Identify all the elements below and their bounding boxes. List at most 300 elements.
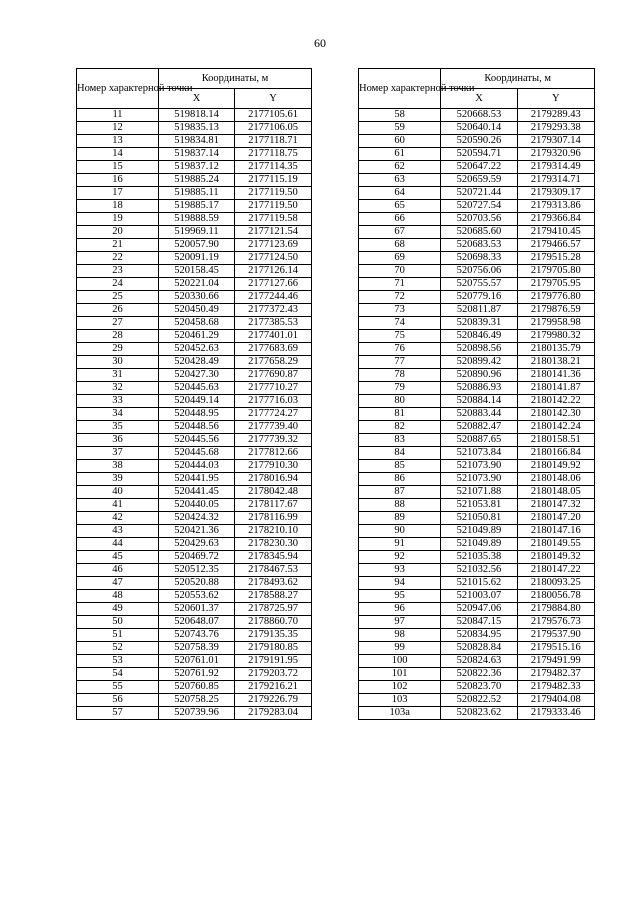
y-coordinate-cell: 2177106.05: [235, 122, 312, 135]
y-coordinate-cell: 2179366.84: [517, 213, 594, 226]
point-number-cell: 103: [359, 694, 441, 707]
table-row: [77, 174, 312, 187]
y-coordinate-cell: 2179515.28: [517, 252, 594, 265]
y-coordinate-cell: 2177683.69: [235, 343, 312, 356]
x-coordinate-cell: 520703.56: [441, 213, 517, 226]
point-number-cell: 92: [359, 551, 441, 564]
point-number-cell: 95: [359, 590, 441, 603]
table-row: [359, 577, 595, 590]
x-coordinate-cell: 520884.14: [441, 395, 517, 408]
table-row: [77, 291, 312, 304]
y-coordinate-cell: 2180141.36: [517, 369, 594, 382]
y-coordinate-cell: 2179410.45: [517, 226, 594, 239]
table-row: [359, 330, 595, 343]
point-number-cell: 85: [359, 460, 441, 473]
x-coordinate-cell: 520458.68: [159, 317, 235, 330]
x-coordinate-cell: 520648.07: [159, 616, 235, 629]
point-number-cell: 35: [77, 421, 159, 434]
x-coordinate-cell: 520553.62: [159, 590, 235, 603]
y-coordinate-cell: 2180142.30: [517, 408, 594, 421]
y-coordinate-cell: 2179309.17: [517, 187, 594, 200]
y-coordinate-cell: 2179776.80: [517, 291, 594, 304]
table-row: [359, 265, 595, 278]
point-number-cell: 19: [77, 213, 159, 226]
y-coordinate-cell: 2177716.03: [235, 395, 312, 408]
x-coordinate-cell: 520445.56: [159, 434, 235, 447]
table-row: [359, 499, 595, 512]
x-coordinate-cell: 520839.31: [441, 317, 517, 330]
y-coordinate-cell: 2177105.61: [235, 109, 312, 122]
table-row: [77, 317, 312, 330]
x-coordinate-cell: 519834.81: [159, 135, 235, 148]
table-row: [359, 512, 595, 525]
table-row: [359, 421, 595, 434]
x-coordinate-cell: 521073.90: [441, 460, 517, 473]
x-coordinate-cell: 520449.14: [159, 395, 235, 408]
point-number-cell: 53: [77, 655, 159, 668]
point-number-cell: 50: [77, 616, 159, 629]
table-row: [77, 551, 312, 564]
x-coordinate-cell: 520947.06: [441, 603, 517, 616]
table-row: [359, 356, 595, 369]
point-number-cell: 55: [77, 681, 159, 694]
y-coordinate-cell: 2180149.92: [517, 460, 594, 473]
y-coordinate-cell: 2177115.19: [235, 174, 312, 187]
point-number-cell: 54: [77, 668, 159, 681]
y-coordinate-cell: 2178117.67: [235, 499, 312, 512]
x-coordinate-cell: 520668.53: [441, 109, 517, 122]
x-coordinate-cell: 520883.44: [441, 408, 517, 421]
y-coordinate-cell: 2179314.71: [517, 174, 594, 187]
point-number-cell: 48: [77, 590, 159, 603]
y-coordinate-cell: 2178860.70: [235, 616, 312, 629]
table-row: [359, 226, 595, 239]
y-coordinate-cell: 2177812.66: [235, 447, 312, 460]
point-number-cell: 27: [77, 317, 159, 330]
x-coordinate-cell: 520758.39: [159, 642, 235, 655]
table-row: [359, 291, 595, 304]
y-coordinate-cell: 2179576.73: [517, 616, 594, 629]
point-number-cell: 47: [77, 577, 159, 590]
point-number-cell: 64: [359, 187, 441, 200]
x-coordinate-cell: 519885.11: [159, 187, 235, 200]
point-number-cell: 18: [77, 200, 159, 213]
y-coordinate-cell: 2177739.32: [235, 434, 312, 447]
x-coordinate-cell: 520441.95: [159, 473, 235, 486]
point-number-cell: 71: [359, 278, 441, 291]
table-row: [359, 486, 595, 499]
y-coordinate-cell: 2177124.50: [235, 252, 312, 265]
point-number-cell: 99: [359, 642, 441, 655]
x-coordinate-cell: 520647.22: [441, 161, 517, 174]
x-coordinate-cell: 519969.11: [159, 226, 235, 239]
point-number-cell: 91: [359, 538, 441, 551]
x-coordinate-cell: 521032.56: [441, 564, 517, 577]
point-number-cell: 17: [77, 187, 159, 200]
y-header: Y: [235, 89, 312, 109]
x-coordinate-cell: 521049.89: [441, 525, 517, 538]
point-number-cell: 22: [77, 252, 159, 265]
table-row: [359, 668, 595, 681]
table-row: [77, 473, 312, 486]
y-coordinate-cell: 2178042.48: [235, 486, 312, 499]
point-number-cell: 90: [359, 525, 441, 538]
y-coordinate-cell: 2179482.37: [517, 668, 594, 681]
table-row: [77, 304, 312, 317]
point-number-cell: 102: [359, 681, 441, 694]
point-number-cell: 16: [77, 174, 159, 187]
point-number-cell: 12: [77, 122, 159, 135]
y-coordinate-cell: 2178116.99: [235, 512, 312, 525]
point-number-cell: 57: [77, 707, 159, 720]
x-coordinate-cell: 520882.47: [441, 421, 517, 434]
y-coordinate-cell: 2179333.46: [517, 707, 594, 720]
x-coordinate-cell: 520755.57: [441, 278, 517, 291]
y-coordinate-cell: 2177372.43: [235, 304, 312, 317]
y-coordinate-cell: 2179226.79: [235, 694, 312, 707]
table-row: [77, 395, 312, 408]
point-number-cell: 72: [359, 291, 441, 304]
point-number-cell: 83: [359, 434, 441, 447]
table-row: [359, 616, 595, 629]
table-row: [77, 369, 312, 382]
point-number-cell: 11: [77, 109, 159, 122]
table-row: [359, 707, 595, 720]
x-coordinate-cell: 521050.81: [441, 512, 517, 525]
y-coordinate-cell: 2179466.57: [517, 239, 594, 252]
y-coordinate-cell: 2180142.22: [517, 395, 594, 408]
table-row: [359, 213, 595, 226]
table-row: [359, 447, 595, 460]
point-number-cell: 70: [359, 265, 441, 278]
point-number-cell: 31: [77, 369, 159, 382]
point-number-cell: 15: [77, 161, 159, 174]
x-header: X: [441, 89, 517, 109]
y-coordinate-cell: 2177121.54: [235, 226, 312, 239]
x-coordinate-cell: 520886.93: [441, 382, 517, 395]
table-row: [359, 551, 595, 564]
x-coordinate-cell: 520698.33: [441, 252, 517, 265]
point-number-cell: 81: [359, 408, 441, 421]
table-row: [77, 213, 312, 226]
point-number-cell: 52: [77, 642, 159, 655]
y-coordinate-cell: 2177114.35: [235, 161, 312, 174]
y-coordinate-cell: 2178467.53: [235, 564, 312, 577]
y-coordinate-cell: 2180141.87: [517, 382, 594, 395]
page-number: 60: [314, 36, 326, 50]
point-number-cell: 13: [77, 135, 159, 148]
coordinates-table-right: [358, 68, 595, 720]
x-coordinate-cell: 520824.63: [441, 655, 517, 668]
table-row: [359, 161, 595, 174]
table-row: [77, 408, 312, 421]
table-row: [77, 668, 312, 681]
point-number-cell: 32: [77, 382, 159, 395]
table-row: [359, 629, 595, 642]
table-row: [77, 252, 312, 265]
point-number-cell: 38: [77, 460, 159, 473]
x-coordinate-cell: 520469.72: [159, 551, 235, 564]
point-number-cell: 44: [77, 538, 159, 551]
table-row: [359, 395, 595, 408]
point-number-cell: 46: [77, 564, 159, 577]
table-row: [359, 187, 595, 200]
x-coordinate-cell: 520590.26: [441, 135, 517, 148]
x-coordinate-cell: 520091.19: [159, 252, 235, 265]
x-coordinate-cell: 520221.04: [159, 278, 235, 291]
y-coordinate-cell: 2177119.50: [235, 200, 312, 213]
x-header: X: [159, 89, 235, 109]
y-coordinate-cell: 2177724.27: [235, 408, 312, 421]
x-coordinate-cell: 519888.59: [159, 213, 235, 226]
table-row: [359, 174, 595, 187]
table-row: [359, 239, 595, 252]
coordinates-table-left: [76, 68, 312, 720]
x-coordinate-cell: 520683.53: [441, 239, 517, 252]
x-coordinate-cell: 520330.66: [159, 291, 235, 304]
point-number-cell: 65: [359, 200, 441, 213]
x-coordinate-cell: 520887.65: [441, 434, 517, 447]
table-row: [77, 187, 312, 200]
x-coordinate-cell: 520440.05: [159, 499, 235, 512]
x-coordinate-cell: 521053.81: [441, 499, 517, 512]
point-number-cell: 40: [77, 486, 159, 499]
x-coordinate-cell: 520685.60: [441, 226, 517, 239]
table-row: [77, 564, 312, 577]
table-row: [359, 317, 595, 330]
table-row: [359, 655, 595, 668]
table-row: [77, 239, 312, 252]
y-coordinate-cell: 2179191.95: [235, 655, 312, 668]
table-row: [77, 590, 312, 603]
y-coordinate-cell: 2179293.38: [517, 122, 594, 135]
x-coordinate-cell: 520758.25: [159, 694, 235, 707]
point-number-cell: 67: [359, 226, 441, 239]
point-number-cell: 43: [77, 525, 159, 538]
point-number-cell: 97: [359, 616, 441, 629]
point-number-cell: 101: [359, 668, 441, 681]
y-coordinate-cell: 2177118.75: [235, 148, 312, 161]
point-number-cell: 21: [77, 239, 159, 252]
y-coordinate-cell: 2178210.10: [235, 525, 312, 538]
point-number-cell: 63: [359, 174, 441, 187]
point-number-cell: 87: [359, 486, 441, 499]
y-coordinate-cell: 2178725.97: [235, 603, 312, 616]
y-coordinate-cell: 2178493.62: [235, 577, 312, 590]
point-number-cell: 60: [359, 135, 441, 148]
x-coordinate-cell: 520427.30: [159, 369, 235, 382]
table-row: [77, 265, 312, 278]
table-row: [77, 330, 312, 343]
point-number-cell: 25: [77, 291, 159, 304]
point-number-cell: 56: [77, 694, 159, 707]
x-coordinate-cell: 520834.95: [441, 629, 517, 642]
y-coordinate-cell: 2180138.21: [517, 356, 594, 369]
x-coordinate-cell: 520898.56: [441, 343, 517, 356]
table-row: [77, 512, 312, 525]
table-row: [359, 148, 595, 161]
table-row: [77, 707, 312, 720]
x-coordinate-cell: 520158.45: [159, 265, 235, 278]
y-coordinate-cell: 2178345.94: [235, 551, 312, 564]
y-coordinate-cell: 2180147.16: [517, 525, 594, 538]
table-row: [77, 356, 312, 369]
y-coordinate-cell: 2178230.30: [235, 538, 312, 551]
y-coordinate-cell: 2179216.21: [235, 681, 312, 694]
point-number-cell: 66: [359, 213, 441, 226]
y-coordinate-cell: 2179289.43: [517, 109, 594, 122]
point-number-cell: 45: [77, 551, 159, 564]
x-coordinate-cell: 520822.36: [441, 668, 517, 681]
y-coordinate-cell: 2177123.69: [235, 239, 312, 252]
y-coordinate-cell: 2178016.94: [235, 473, 312, 486]
table-row: [77, 421, 312, 434]
y-coordinate-cell: 2179884.80: [517, 603, 594, 616]
y-coordinate-cell: 2179491.99: [517, 655, 594, 668]
x-coordinate-cell: 520743.76: [159, 629, 235, 642]
x-coordinate-cell: 520594.71: [441, 148, 517, 161]
point-number-cell: 61: [359, 148, 441, 161]
table-row: [77, 577, 312, 590]
point-number-cell: 42: [77, 512, 159, 525]
x-coordinate-cell: 520429.63: [159, 538, 235, 551]
x-coordinate-cell: 520445.68: [159, 447, 235, 460]
x-coordinate-cell: 520445.63: [159, 382, 235, 395]
point-number-cell: 59: [359, 122, 441, 135]
table-row: [77, 681, 312, 694]
table-row: [359, 122, 595, 135]
y-coordinate-cell: 2179320.96: [517, 148, 594, 161]
table-row: [77, 499, 312, 512]
x-coordinate-cell: 521003.07: [441, 590, 517, 603]
point-number-cell: 100: [359, 655, 441, 668]
point-number-cell: 68: [359, 239, 441, 252]
y-coordinate-cell: 2179180.85: [235, 642, 312, 655]
x-coordinate-cell: 520761.01: [159, 655, 235, 668]
x-coordinate-cell: 520828.84: [441, 642, 517, 655]
x-coordinate-cell: 520822.52: [441, 694, 517, 707]
x-coordinate-cell: 520847.15: [441, 616, 517, 629]
table-row: [359, 473, 595, 486]
x-coordinate-cell: 520760.85: [159, 681, 235, 694]
x-coordinate-cell: 520461.29: [159, 330, 235, 343]
y-coordinate-cell: 2180166.84: [517, 447, 594, 460]
x-coordinate-cell: 520424.32: [159, 512, 235, 525]
table-row: [77, 629, 312, 642]
point-number-cell: 103а: [359, 707, 441, 720]
table-row: [359, 564, 595, 577]
x-coordinate-cell: 520428.49: [159, 356, 235, 369]
point-number-cell: 93: [359, 564, 441, 577]
table-row: [359, 408, 595, 421]
y-coordinate-cell: 2180149.32: [517, 551, 594, 564]
point-number-cell: 78: [359, 369, 441, 382]
x-coordinate-cell: 520450.49: [159, 304, 235, 317]
coordinates-body-left: [77, 109, 312, 720]
point-number-cell: 26: [77, 304, 159, 317]
point-number-cell: 41: [77, 499, 159, 512]
y-coordinate-cell: 2179135.35: [235, 629, 312, 642]
point-number-cell: 20: [77, 226, 159, 239]
y-coordinate-cell: 2179705.80: [517, 265, 594, 278]
y-coordinate-cell: 2177127.66: [235, 278, 312, 291]
y-coordinate-cell: 2178588.27: [235, 590, 312, 603]
table-row: [359, 343, 595, 356]
point-number-cell: 51: [77, 629, 159, 642]
table-row: [77, 161, 312, 174]
x-coordinate-cell: 520756.06: [441, 265, 517, 278]
table-row: [77, 200, 312, 213]
y-coordinate-cell: 2177118.71: [235, 135, 312, 148]
point-number-cell: 49: [77, 603, 159, 616]
y-coordinate-cell: 2179283.04: [235, 707, 312, 720]
x-coordinate-cell: 520659.59: [441, 174, 517, 187]
table-row: [359, 304, 595, 317]
x-coordinate-cell: 520779.16: [441, 291, 517, 304]
y-coordinate-cell: 2180142.24: [517, 421, 594, 434]
table-row: [359, 434, 595, 447]
x-coordinate-cell: 520823.70: [441, 681, 517, 694]
y-coordinate-cell: 2177658.29: [235, 356, 312, 369]
y-coordinate-cell: 2177385.53: [235, 317, 312, 330]
x-coordinate-cell: 520721.44: [441, 187, 517, 200]
point-number-cell: 36: [77, 434, 159, 447]
coordinates-header: Координаты, м: [159, 69, 312, 89]
y-coordinate-cell: 2177739.40: [235, 421, 312, 434]
x-coordinate-cell: 520899.42: [441, 356, 517, 369]
y-coordinate-cell: 2177401.01: [235, 330, 312, 343]
x-coordinate-cell: 519837.14: [159, 148, 235, 161]
y-coordinate-cell: 2179203.72: [235, 668, 312, 681]
x-coordinate-cell: 521073.90: [441, 473, 517, 486]
table-row: [359, 200, 595, 213]
x-coordinate-cell: 520727.54: [441, 200, 517, 213]
x-coordinate-cell: 519837.12: [159, 161, 235, 174]
table-row: [77, 148, 312, 161]
y-coordinate-cell: 2180093.25: [517, 577, 594, 590]
table-row: [77, 135, 312, 148]
y-coordinate-cell: 2177910.30: [235, 460, 312, 473]
table-row: [77, 109, 312, 122]
point-number-cell: 98: [359, 629, 441, 642]
point-number-cell: 74: [359, 317, 441, 330]
y-coordinate-cell: 2179313.86: [517, 200, 594, 213]
y-coordinate-cell: 2179515.16: [517, 642, 594, 655]
table-row: [77, 655, 312, 668]
y-coordinate-cell: 2177119.50: [235, 187, 312, 200]
table-row: [359, 278, 595, 291]
table-row: [359, 525, 595, 538]
y-coordinate-cell: 2180147.22: [517, 564, 594, 577]
y-coordinate-cell: 2179980.32: [517, 330, 594, 343]
point-number-cell: 73: [359, 304, 441, 317]
table-row: [359, 642, 595, 655]
table-row: [77, 122, 312, 135]
x-coordinate-cell: 521073.84: [441, 447, 517, 460]
point-number-cell: 77: [359, 356, 441, 369]
table-row: [359, 135, 595, 148]
y-coordinate-cell: 2180149.55: [517, 538, 594, 551]
y-coordinate-cell: 2180135.79: [517, 343, 594, 356]
point-number-cell: 33: [77, 395, 159, 408]
table-row: [77, 616, 312, 629]
coordinates-body-right: [359, 109, 595, 720]
y-coordinate-cell: 2177126.14: [235, 265, 312, 278]
y-coordinate-cell: 2177710.27: [235, 382, 312, 395]
y-coordinate-cell: 2179314.49: [517, 161, 594, 174]
point-number-cell: 29: [77, 343, 159, 356]
point-number-cell: 86: [359, 473, 441, 486]
